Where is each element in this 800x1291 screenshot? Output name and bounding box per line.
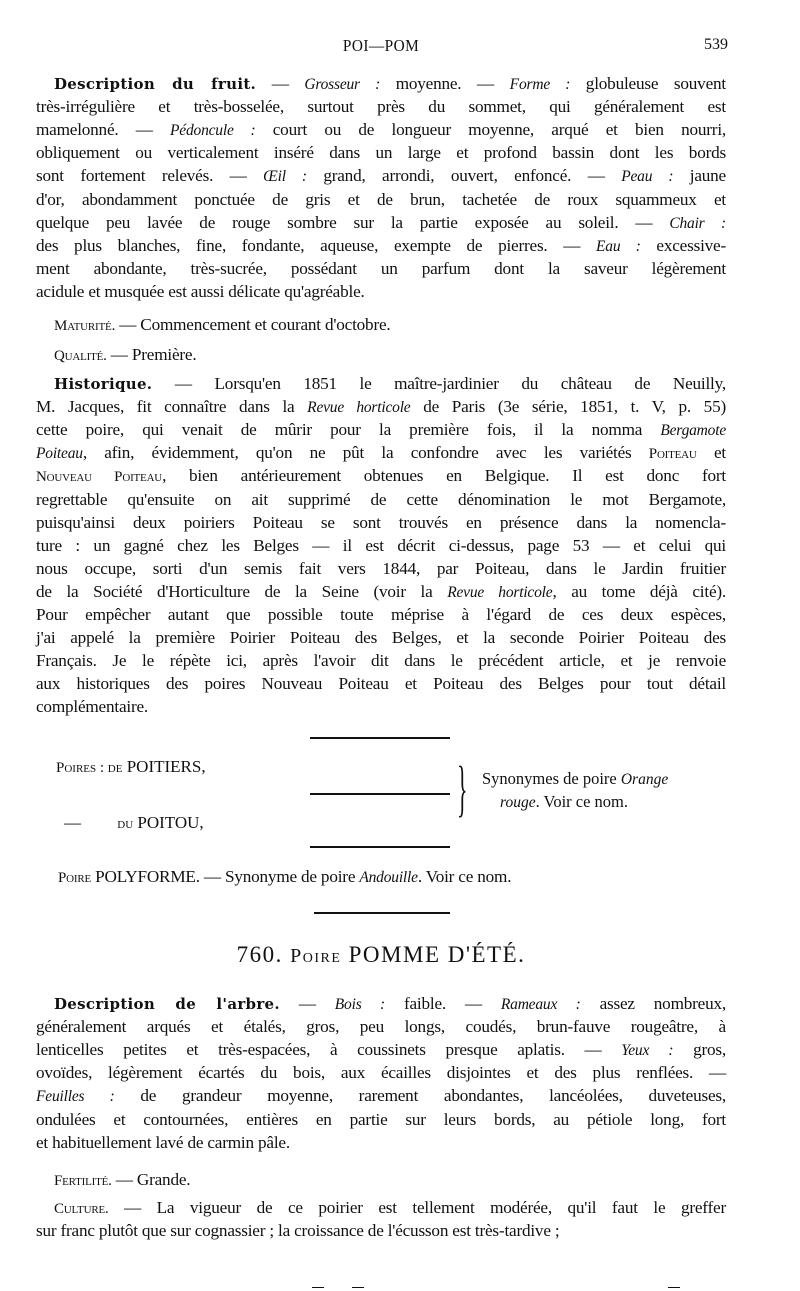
italic-term: Revue horticole xyxy=(447,583,553,601)
maturite-label: Maturité. xyxy=(54,318,116,334)
text-run: aux historiques des poires Nouveau Poiteau et Poiteau des Belges pour tout détail xyxy=(36,674,726,694)
small-caps-term: Nouveau Poiteau xyxy=(36,469,163,486)
entry-prefix: Poire xyxy=(290,945,342,967)
tree-description-line xyxy=(36,1131,726,1154)
culture-line xyxy=(36,1219,726,1242)
fertilite-label: Fertilité. xyxy=(54,1173,112,1189)
historique-line xyxy=(36,626,726,649)
italic-term: Poiteau xyxy=(36,445,83,463)
italic-term: Œil : xyxy=(263,168,307,186)
italic-term: Feuilles : xyxy=(36,1088,115,1106)
italic-term: Bergamote xyxy=(660,422,726,440)
text-run: grand, arrondi, ouvert, enfoncé. — xyxy=(306,166,622,186)
italic-term: Forme : xyxy=(509,76,571,93)
text-run: et xyxy=(696,443,726,463)
text-run: quelque peu lavée de rouge sombre sur la partie exposée au soleil. — xyxy=(36,212,670,232)
text-run: , afin, évidemment, qu'on ne pût la confondre avec les variétés xyxy=(82,443,649,463)
running-title: POI—POM xyxy=(342,36,420,55)
fruit-description-line xyxy=(36,95,726,118)
separator-rule xyxy=(310,846,450,848)
fruit-description-line xyxy=(36,72,726,96)
text-run: — xyxy=(279,994,335,1013)
maturite-text: — Commencement et courant d'octobre. xyxy=(115,315,391,334)
tree-description-line xyxy=(36,992,726,1016)
synonym-poitiers-prefix: Poires : de xyxy=(56,760,123,776)
printer-mark xyxy=(352,1287,364,1288)
fruit-description-line xyxy=(36,234,726,258)
text-run: sur franc plutôt que sur cognassier ; la croissance de l'écusson est très-tardive ; xyxy=(36,1221,560,1241)
page-number: 539 xyxy=(704,36,728,53)
culture-line xyxy=(36,1196,726,1221)
text-run: — La vigueur de ce poirier est tellement modérée, qu'il faut le greffer xyxy=(108,1198,726,1217)
text-run: très-irrégulière et très-bosselée, surtout près du sommet, qui généralement est xyxy=(36,97,726,117)
printer-mark xyxy=(668,1287,680,1288)
text-run: Français. Je le répète ici, après l'avoir dit dans le précédent article, et je renvoie xyxy=(36,651,726,671)
fruit-description-line xyxy=(36,257,726,280)
text-run: gros, xyxy=(673,1040,727,1060)
synonym-poitou xyxy=(64,813,204,833)
synonym-note xyxy=(482,768,668,814)
synonym-note-text: Synonymes de poire xyxy=(482,769,621,788)
italic-term: Eau : xyxy=(596,237,641,255)
polyforme-prefix: Poire xyxy=(58,870,92,886)
tree-description-line xyxy=(36,1084,726,1108)
polyforme-paragraph xyxy=(58,865,718,890)
text-run: excessive- xyxy=(640,235,726,255)
text-run: j'ai appelé la première Poirier Poiteau des Belges, et la seconde Poirier Poiteau des xyxy=(36,628,726,648)
text-run: Pour empêcher autant que possible toute méprise à l'égard de ces deux espèces, xyxy=(36,605,726,624)
running-head xyxy=(36,36,726,58)
text-run: M. Jacques, fit connaître dans la xyxy=(36,397,308,417)
separator-rule xyxy=(310,737,450,739)
synonym-note-tail: . Voir ce nom. xyxy=(535,792,629,811)
text-run: obliquement ou verticalement inséré dans un large et profond bassin dont les bords xyxy=(36,143,726,163)
text-run: cette poire, qui venait de mûrir pour la première fois, il la nomma xyxy=(36,420,661,440)
historique-line xyxy=(36,672,726,695)
italic-term: Yeux : xyxy=(621,1042,674,1060)
polyforme-name: POLYFORME. xyxy=(95,867,200,886)
historique-line xyxy=(36,395,726,419)
polyforme-text: — Synonyme de poire xyxy=(199,867,360,886)
text-run: ondulées et contournées, entières en partie sur leurs bords, au pétiole long, fort xyxy=(36,1109,726,1129)
text-run: puisqu'ainsi deux poiriers Poiteau se sont trouvés en présence dans la nomencla- xyxy=(36,512,726,532)
text-run: généralement arqués et étalés, gros, peu longs, coudés, brun-fauve rougeâtre, à xyxy=(36,1017,726,1037)
historique-line xyxy=(36,511,726,534)
text-run: de la Société d'Horticulture de la Seine (voir la xyxy=(36,581,448,601)
historique-line xyxy=(36,464,726,489)
text-run: regrettable qu'ensuite on ait supprimé de cette dénomination le mot Bergamote, xyxy=(36,489,726,509)
culture-lead: Culture. xyxy=(54,1201,109,1217)
entry-title xyxy=(36,942,726,968)
text-run: de grandeur moyenne, rarement abondantes, lancéolées, duveteuses, xyxy=(114,1086,727,1106)
historique-line xyxy=(36,534,726,557)
text-run: complémentaire. xyxy=(36,697,149,717)
printer-mark xyxy=(312,1287,324,1288)
brace-icon: } xyxy=(457,755,468,823)
text-run: assez nombreux, xyxy=(580,994,726,1013)
polyforme-italic: Andouille xyxy=(359,869,418,886)
qualite-text: — Première. xyxy=(106,345,197,364)
tree-description-line xyxy=(36,1015,726,1038)
fertilite-text: — Grande. xyxy=(111,1170,191,1189)
text-run: et habituellement lavé de carmin pâle. xyxy=(36,1132,290,1152)
synonym-note-italic2: rouge xyxy=(500,794,536,811)
synonym-poitiers xyxy=(56,757,206,777)
text-run: ment abondante, très-sucrée, possédant un parfum dont la saveur légèrement xyxy=(36,258,726,278)
separator-rule xyxy=(310,793,450,795)
text-run: sont fortement relevés. — xyxy=(36,166,264,186)
tree-description-line xyxy=(36,1038,726,1062)
text-run: , bien antérieurement obtenues en Belgique. Il est donc fort xyxy=(162,466,726,486)
text-run: des plus blanches, fine, fondante, aqueuse, exempte de pierres. — xyxy=(36,235,597,255)
synonym-poitou-mid: du xyxy=(117,816,134,832)
synonym-poitou-name: POITOU, xyxy=(137,813,204,832)
maturite-paragraph xyxy=(36,313,726,338)
synonym-poitou-dash: — xyxy=(64,813,81,832)
text-run: globuleuse souvent xyxy=(570,74,726,93)
qualite-label: Qualité. xyxy=(54,348,107,364)
historique-line xyxy=(36,557,726,580)
text-run: de Paris (3e série, 1851, t. V, p. 55) xyxy=(410,397,726,417)
polyforme-tail: . Voir ce nom. xyxy=(417,867,512,886)
historique-line xyxy=(36,649,726,672)
italic-term: Grosseur : xyxy=(304,76,381,93)
historique-line xyxy=(36,488,726,511)
historique-line xyxy=(36,418,726,442)
text-run: acidule et musquée est aussi délicate qu'agréable. xyxy=(36,281,365,301)
historique-line xyxy=(36,372,726,396)
italic-term: Bois : xyxy=(334,996,386,1013)
tree-description-lead: Description de l'arbre. xyxy=(54,995,280,1013)
text-run: — xyxy=(256,74,305,93)
text-run: , au tome déjà cité). xyxy=(552,581,726,601)
historique-lead: Historique. xyxy=(54,375,153,393)
text-run: ovoïdes, légèrement écartés du bois, aux écailles disjointes et des plus renflées. — xyxy=(36,1063,726,1083)
historique-line xyxy=(36,441,726,466)
historique-line xyxy=(36,695,726,718)
entry-number: 760. xyxy=(236,942,283,967)
historique-line xyxy=(36,603,726,626)
text-run: lenticelles petites et très-espacées, à coussinets presque aplatis. — xyxy=(36,1040,622,1060)
qualite-paragraph xyxy=(36,343,726,368)
fruit-description-line xyxy=(36,164,726,188)
fertilite-paragraph xyxy=(36,1168,726,1193)
italic-term: Chair : xyxy=(669,214,726,232)
fruit-description-line xyxy=(36,280,726,303)
fruit-description-line xyxy=(36,118,726,142)
fruit-description-line xyxy=(36,141,726,164)
tree-description-line xyxy=(36,1108,726,1131)
text-run: nous occupe, sorti d'un semis fait vers 1844, par Poiteau, dans le Jardin fruitier xyxy=(36,558,726,578)
text-run: mamelonné. — xyxy=(36,120,171,140)
text-run: moyenne. — xyxy=(380,74,510,93)
italic-term: Revue horticole xyxy=(307,399,411,417)
italic-term: Rameaux : xyxy=(500,996,581,1013)
synonym-poitiers-name: POITIERS, xyxy=(126,757,206,776)
historique-line xyxy=(36,580,726,604)
separator-rule xyxy=(314,912,450,914)
text-run: court ou de longueur moyenne, arqué et bien nourri, xyxy=(255,120,726,140)
text-run: d'or, abondamment ponctuée de gris et de brun, tachetée de roux squammeux et xyxy=(36,189,726,209)
text-run: jaune xyxy=(673,166,726,186)
fruit-description-line xyxy=(36,188,726,211)
italic-term: Peau : xyxy=(621,168,674,186)
tree-description-line xyxy=(36,1061,726,1084)
italic-term: Pédoncule : xyxy=(170,122,256,140)
text-run: faible. — xyxy=(385,994,501,1013)
text-run: — Lorsqu'en 1851 le maître-jardinier du château de Neuilly, xyxy=(152,374,726,393)
synonym-note-italic: Orange xyxy=(620,771,669,788)
small-caps-term: Poiteau xyxy=(648,446,697,463)
text-run: ture : un gagné chez les Belges — il est décrit ci-dessus, page 53 — et celui qui xyxy=(36,535,726,555)
fruit-description-lead: Description du fruit. xyxy=(54,75,257,93)
fruit-description-line xyxy=(36,211,726,235)
entry-name: POMME D'ÉTÉ. xyxy=(348,942,526,967)
